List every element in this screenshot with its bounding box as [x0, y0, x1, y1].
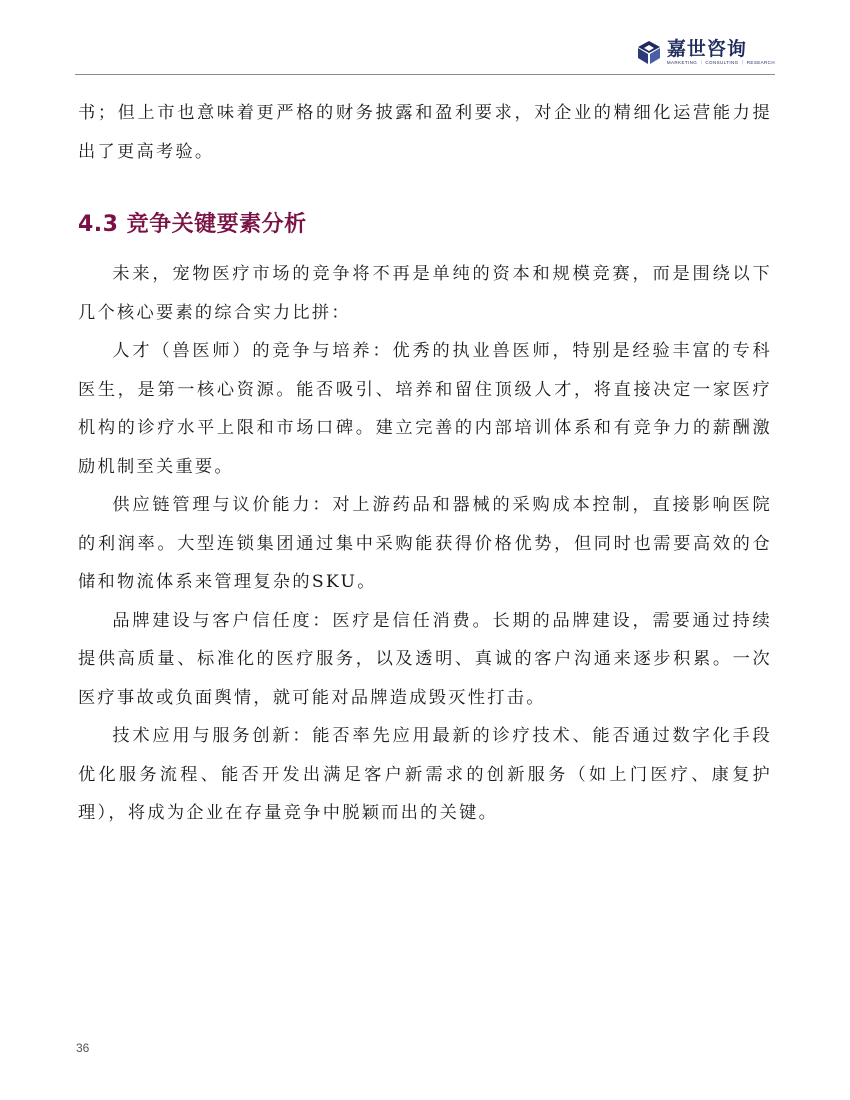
paragraph-supply-chain: 供应链管理与议价能力：对上游药品和器械的采购成本控制，直接影响医院的利润率。大型连锁集团通过集中采购能获得价格优势，但同时也需要高效的仓储和物流体系来管理复杂的SKU。: [78, 495, 772, 592]
paragraph-talent: 人才（兽医师）的竞争与培养：优秀的执业兽医师，特别是经验丰富的专科医生，是第一核心资源。能否吸引、培养和留住顶级人才，将直接决定一家医疗机构的诊疗水平上限和市场口碑。建立完善的内部培训体系和有竞争力的薪酬激励机制至关重要。: [78, 341, 772, 477]
section-title: 4.3 竞争关键要素分析: [78, 212, 307, 237]
company-name: 嘉世咨询: [666, 38, 747, 60]
document-body: [78, 94, 772, 833]
page-number: 36: [76, 1041, 90, 1055]
cube-logo-icon: [636, 39, 662, 65]
page-header: [75, 30, 775, 75]
paragraph-intro: 未来，宠物医疗市场的竞争将不再是单纯的资本和规模竞赛，而是围绕以下几个核心要素的综合实力比拼：: [78, 264, 772, 323]
company-logo: [636, 38, 775, 66]
intro-paragraph: 书；但上市也意味着更严格的财务披露和盈利要求，对企业的精细化运营能力提出了更高考验。: [78, 103, 772, 162]
paragraph-brand: 品牌建设与客户信任度：医疗是信任消费。长期的品牌建设，需要通过持续提供高质量、标准化的医疗服务，以及透明、真诚的客户沟通来逐步积累。一次医疗事故或负面舆情，就可能对品牌造成毁灭性打击。: [78, 610, 772, 708]
paragraph-technology: 技术应用与服务创新：能否率先应用最新的诊疗技术、能否通过数字化手段优化服务流程、能否开发出满足客户新需求的创新服务（如上门医疗、康复护理），将成为企业在存量竞争中脱颖而出的关键。: [78, 726, 772, 823]
company-tagline: MARKETING ｜ CONSULTING ｜ RESEARCH: [666, 60, 775, 65]
